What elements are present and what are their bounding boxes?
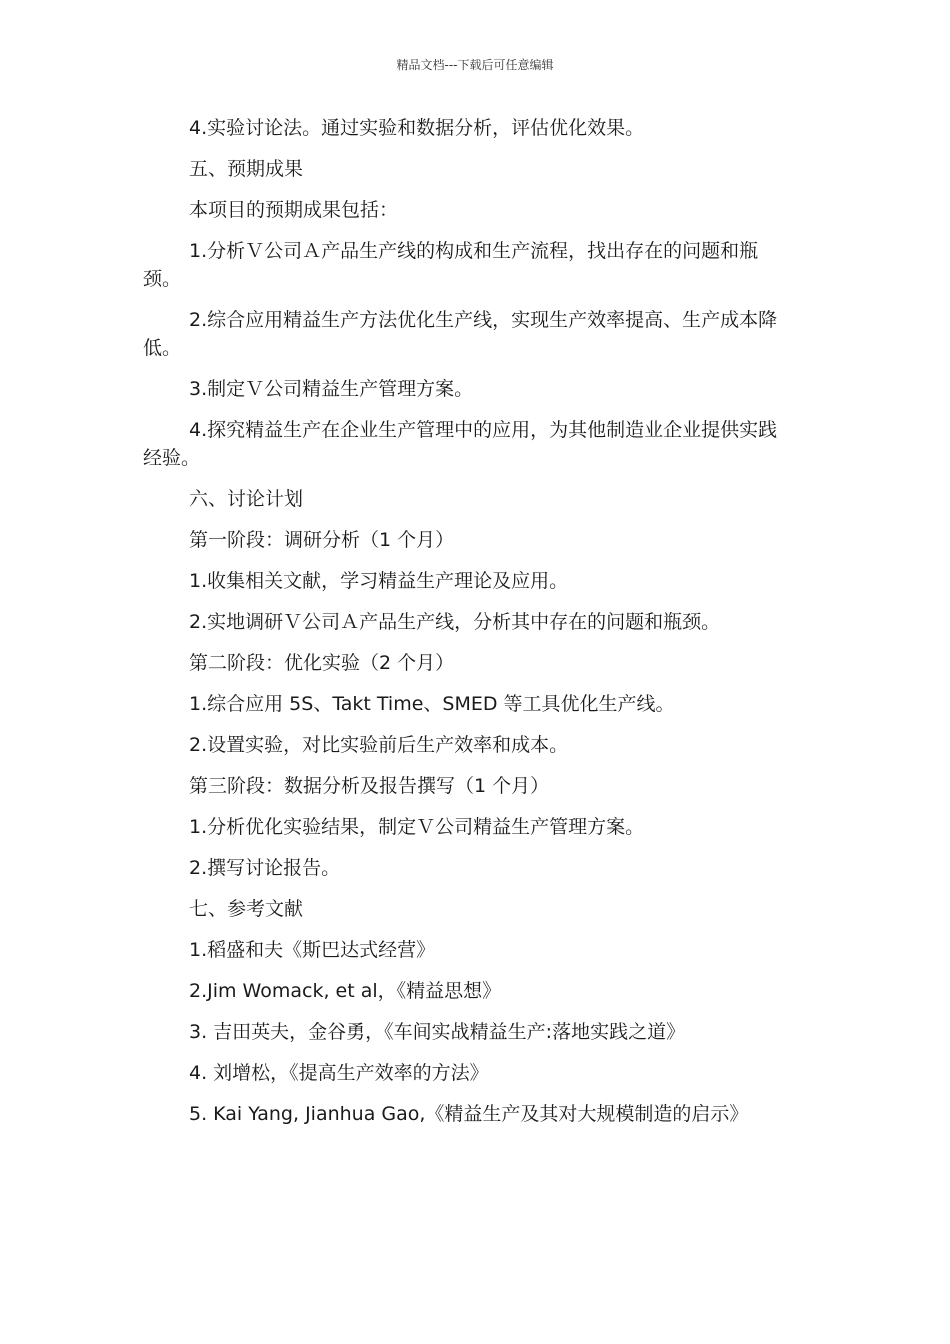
section-heading-references: 七、参考文献 — [189, 898, 304, 920]
page-header: 精品文档---下载后可任意编辑 — [396, 58, 554, 72]
phase-2-item-1: 1.综合应用 5S、Takt Time、SMED 等工具优化生产线。 — [189, 693, 675, 715]
phase-3-item-2: 2.撰写讨论报告。 — [189, 857, 341, 879]
reference-item-5: 5. Kai Yang, Jianhua Gao,《精益生产及其对大规模制造的启示》 — [189, 1103, 749, 1125]
document-body — [143, 114, 795, 1141]
phase-2-item-2: 2.设置实验，对比实验前后生产效率和成本。 — [189, 734, 569, 756]
section-heading-plan: 六、讨论计划 — [189, 488, 304, 510]
expected-result-item-4: 4.探究精益生产在企业生产管理中的应用，为其他制造业企业提供实践经验。 — [143, 419, 778, 469]
reference-item-1: 1.稻盛和夫《斯巴达式经营》 — [189, 939, 436, 961]
phase-3-item-1: 1.分析优化实验结果，制定Ｖ公司精益生产管理方案。 — [189, 816, 645, 838]
method-item-4: 4.实验讨论法。通过实验和数据分析，评估优化效果。 — [189, 117, 645, 139]
expected-result-item-1: 1.分析Ｖ公司Ａ产品生产线的构成和生产流程，找出存在的问题和瓶颈。 — [143, 240, 759, 290]
phase-2-heading: 第二阶段：优化实验（2 个月） — [189, 652, 455, 674]
phase-1-heading: 第一阶段：调研分析（1 个月） — [189, 529, 455, 551]
expected-result-item-3: 3.制定Ｖ公司精益生产管理方案。 — [189, 378, 474, 400]
section-heading-expected-results: 五、预期成果 — [189, 158, 304, 180]
phase-1-item-1: 1.收集相关文献，学习精益生产理论及应用。 — [189, 570, 569, 592]
expected-results-intro: 本项目的预期成果包括： — [189, 199, 399, 221]
reference-item-4: 4. 刘增松，《提高生产效率的方法》 — [189, 1062, 489, 1084]
reference-item-2: 2.Jim Womack, et al，《精益思想》 — [189, 980, 502, 1002]
phase-3-heading: 第三阶段：数据分析及报告撰写（1 个月） — [189, 775, 550, 797]
expected-result-item-2: 2.综合应用精益生产方法优化生产线，实现生产效率提高、生产成本降低。 — [143, 309, 778, 359]
reference-item-3: 3. 吉田英夫，金谷勇，《车间实战精益生产:落地实践之道》 — [189, 1021, 686, 1043]
phase-1-item-2: 2.实地调研Ｖ公司Ａ产品生产线，分析其中存在的问题和瓶颈。 — [189, 611, 721, 633]
